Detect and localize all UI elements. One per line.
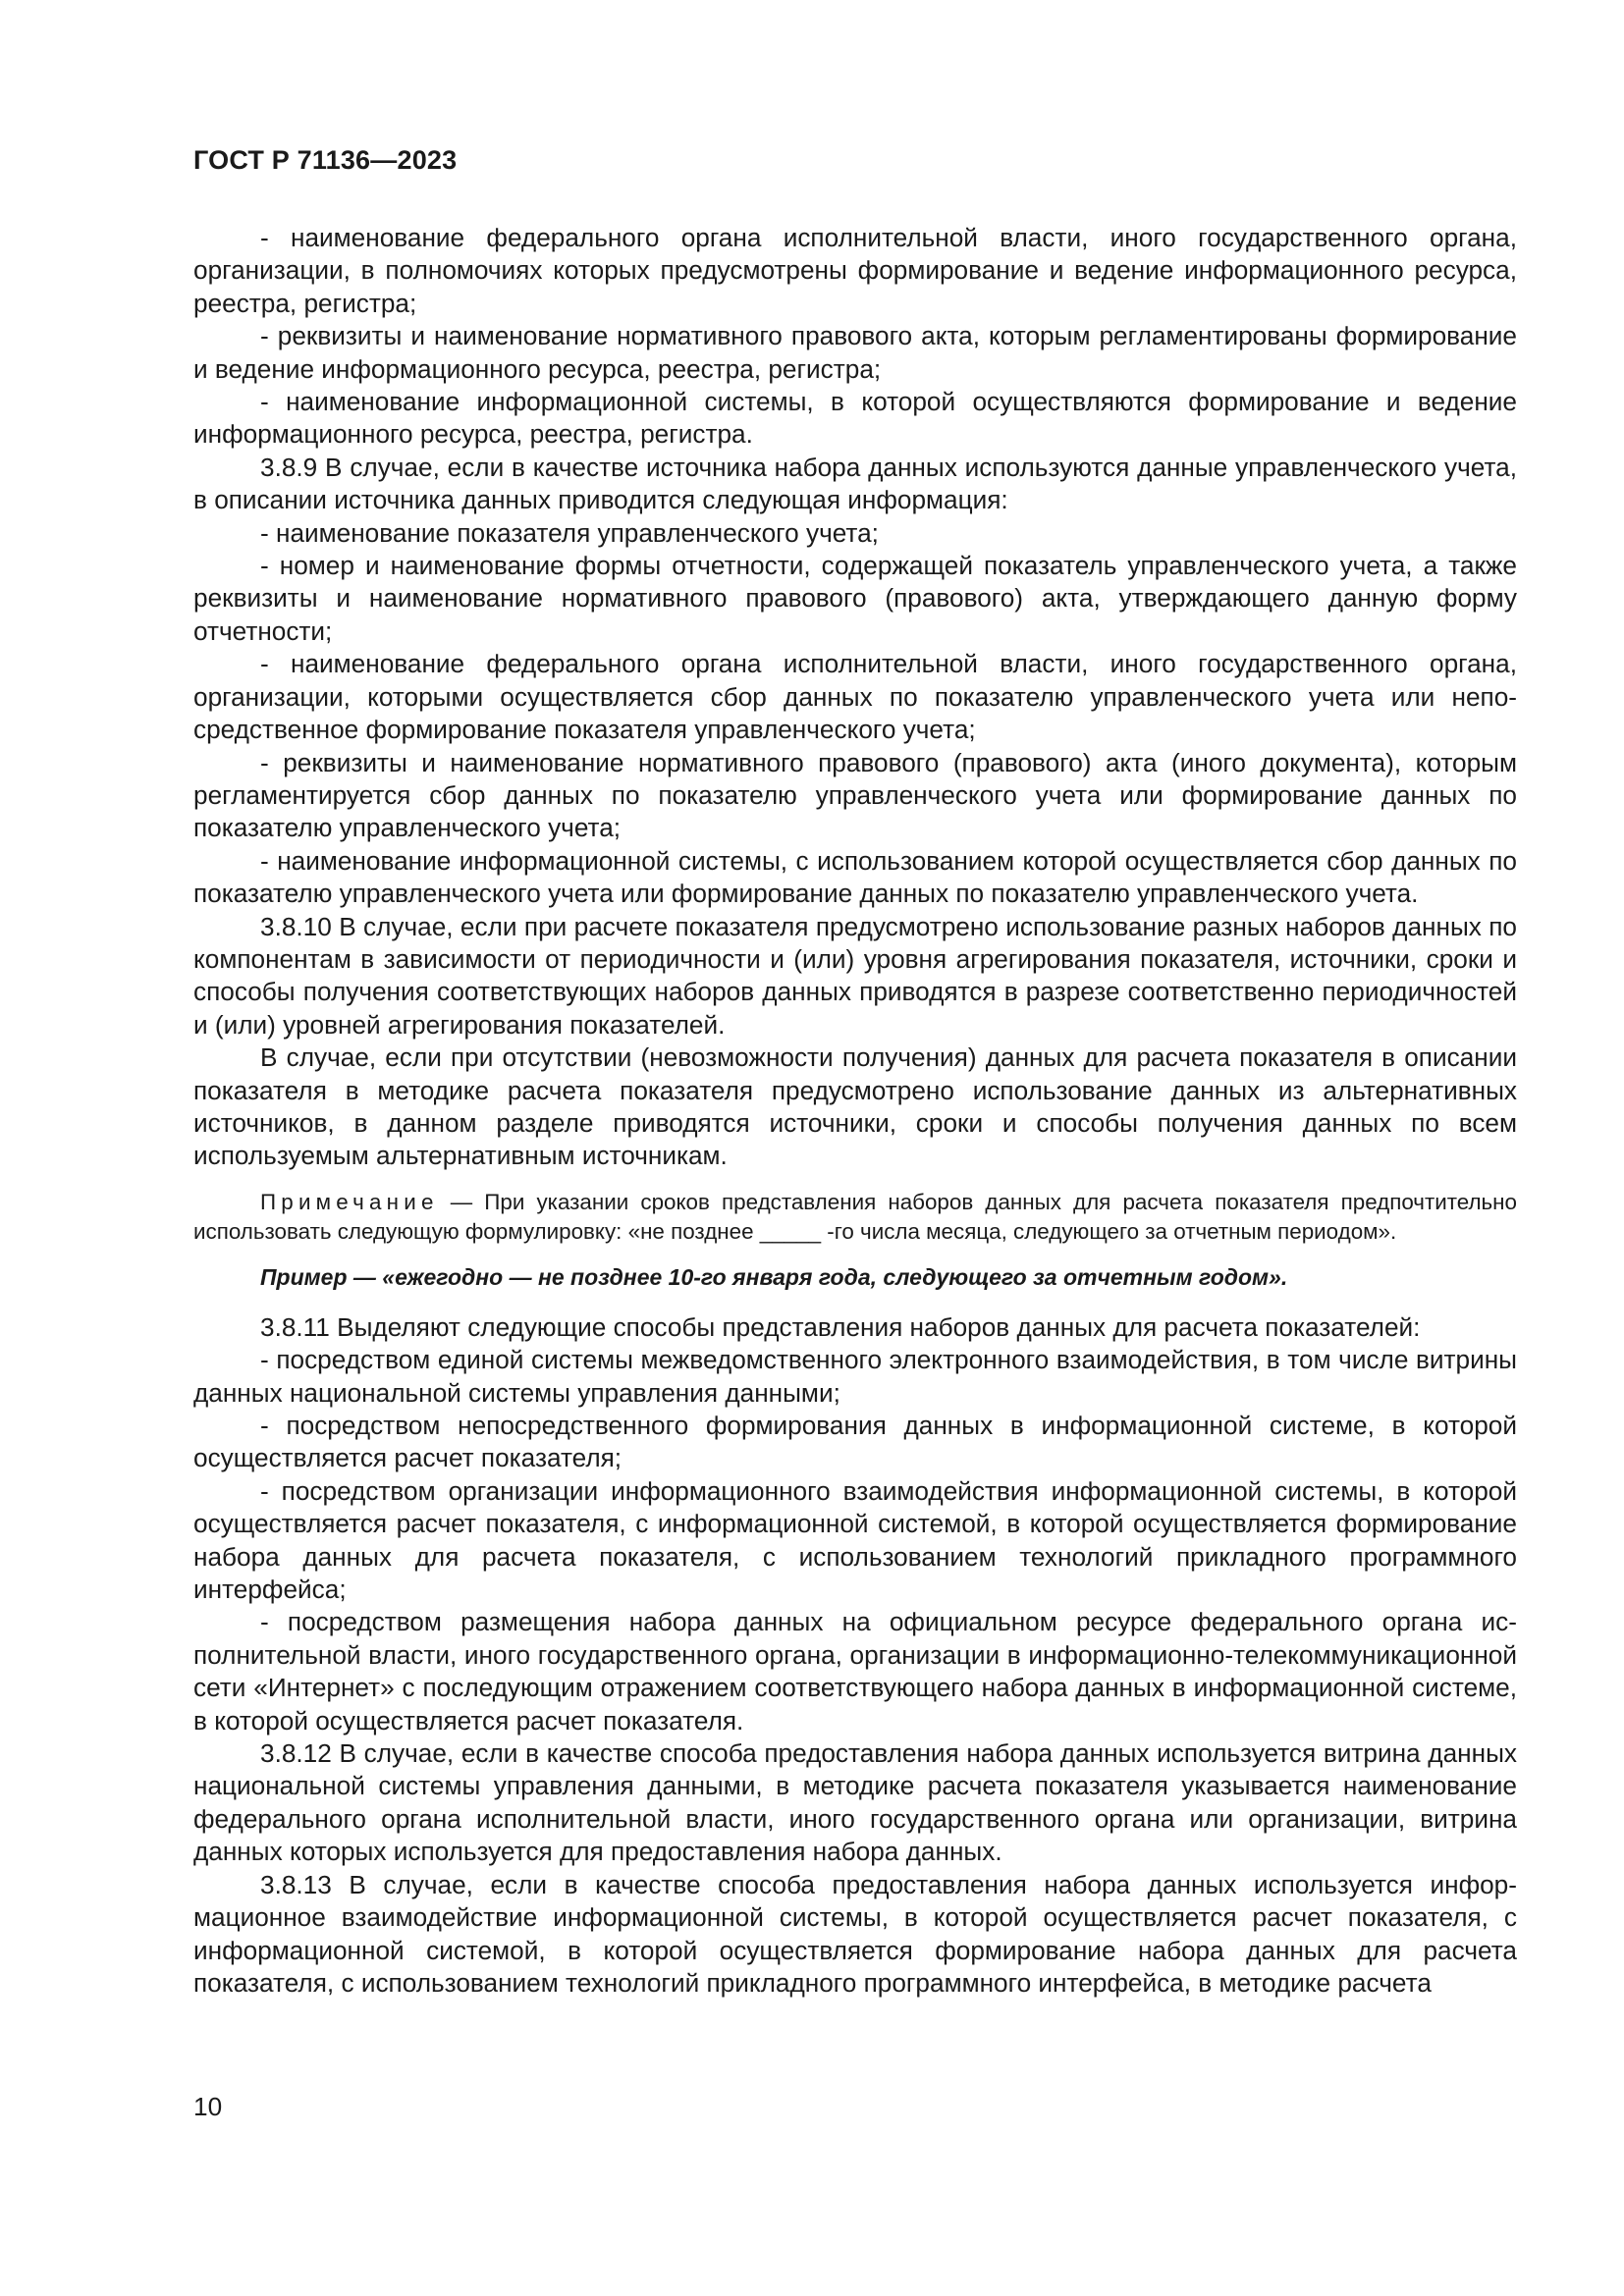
paragraph: - наименование информационной системы, с использованием которой осуществляется сбор данных по показателю управленческого учета или формирование данных по показателю управленческого учета. xyxy=(193,845,1517,909)
note-text: — При указании сроков представления наборов данных для расчета показателя предпочтительно использовать следующую формулировку: «не позднее _____ -го числа месяца, следующего за отчетным периодом». xyxy=(193,1189,1517,1245)
paragraph: - посредством размещения набора данных на официальном ресурсе федерального органа исполнительной власти, иного государственного органа, организации в информационно-телекоммуникационной сети «Интернет» с последующим отражением соответствующего набора данных в информационной системе, в которой осуществляется расчет показателя. xyxy=(193,1607,1517,1735)
paragraph: В случае, если при отсутствии (невозможности получения) данных для расчета показателя в описании показателя в методике расчета показателя предусмотрено использование данных из альтернативных источников, в данном разделе приводятся источники, сроки и способы получения данных по всем используемым альтернативным источникам. xyxy=(193,1042,1517,1171)
paragraph: - наименование показателя управленческого учета; xyxy=(260,517,879,548)
note-label: Примечание xyxy=(260,1189,439,1214)
paragraph: - номер и наименование формы отчетности, содержащей показатель управленческого учета, а также реквизиты и наименование нормативного правового (правового) акта, утверждающего данную форму отчетности; xyxy=(193,551,1517,646)
page-header: ГОСТ Р 71136—2023 xyxy=(193,145,458,175)
paragraph: - наименование информационной системы, в которой осуществляются формирование и ведение информационного ресурса, реестра, регистра. xyxy=(193,387,1517,450)
example: Пример — «ежегодно — не позднее 10-го января года, следующего за отчетным годом». xyxy=(260,1263,1288,1290)
paragraph: - реквизиты и наименование нормативного правового (правового) акта (иного документа), которым регламентируется сбор данных по показателю управленческого учета или формирование данных по показателю управленческого учета; xyxy=(193,747,1517,843)
document-body xyxy=(193,222,1517,2000)
paragraph: - посредством единой системы межведомственного электронного взаимодействия, в том числе витрины данных национальной системы управления данными; xyxy=(193,1345,1517,1408)
paragraph-3-8-10: 3.8.10 В случае, если при расчете показателя предусмотрено использование разных наборов данных по компонентам в зависимости от периодичности и (или) уровня агрегирования показателя, источники, сроки и способы получения соответствующих наборов данных приводятся в разрезе соответственно периодичностей и (или) уровней агрегирования показателей. xyxy=(193,911,1517,1040)
paragraph: - наименование федерального органа исполнительной власти, иного государственного органа, организации, в полномочиях которых предусмотрены формирование и ведение информационного ресурса, реестра, регистра; xyxy=(193,223,1517,318)
paragraph-3-8-13: 3.8.13 В случае, если в качестве способа предоставления набора данных используется информационное взаимодействие информационной системы, в которой осуществляется расчет показателя, с информационной системой, в которой осуществляется формирование набора данных для расчета показателя, с использованием технологий прикладного программного интерфейса, в методике расчета xyxy=(193,1869,1517,1998)
note xyxy=(193,1188,1517,1248)
paragraph: - наименование федерального органа исполнительной власти, иного государственного органа, организации, которыми осуществляется сбор данных по показателю управленческого учета или непосредственное формирование показателя управленческого учета; xyxy=(193,649,1517,745)
paragraph: - реквизиты и наименование нормативного правового акта, которым регламентированы формирование и ведение информационного ресурса, реестра, регистра; xyxy=(193,321,1517,384)
page-number: 10 xyxy=(193,2092,223,2121)
paragraph-3-8-11: 3.8.11 Выделяют следующие способы представления наборов данных для расчета показателей: xyxy=(260,1311,1421,1342)
paragraph-3-8-9: 3.8.9 В случае, если в качестве источника набора данных используются данные управленческого учета, в описании источника данных приводится следующая информация: xyxy=(193,452,1517,515)
paragraph: - посредством организации информационного взаимодействия информационной системы, в которой осуществляется расчет показателя, с информационной системой, в которой осуществляется формирование набора данных для расчета показателя, с использованием технологий прикладного программного интерфейса; xyxy=(193,1475,1517,1605)
paragraph: - посредством непосредственного формирования данных в информационной системе, в которой осуществляется расчет показателя; xyxy=(193,1411,1517,1473)
paragraph-3-8-12: 3.8.12 В случае, если в качестве способа предоставления набора данных используется витрина данных национальной системы управления данными, в методике расчета показателя указывается наименование федерального органа исполнительной власти, иного государственного органа или организации, витрина данных которых используется для предоставления набора данных. xyxy=(193,1738,1517,1867)
